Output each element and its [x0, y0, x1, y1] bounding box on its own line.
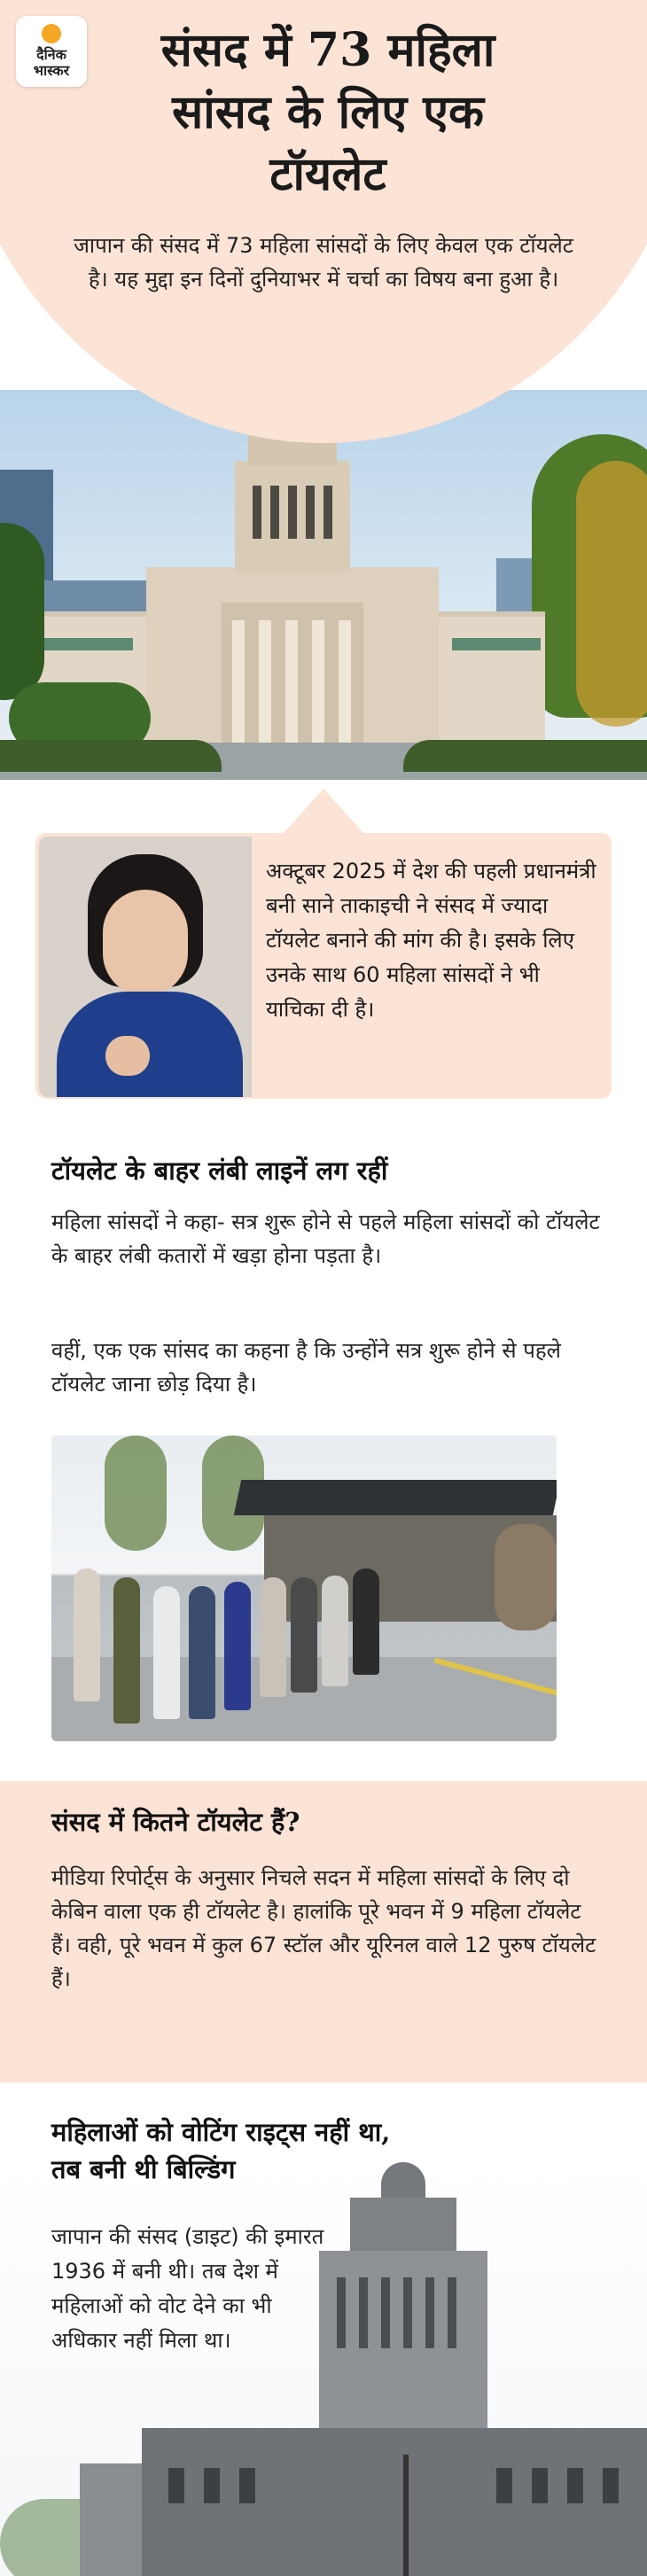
person [291, 1577, 317, 1693]
photo-face [103, 890, 188, 996]
photo-tree [105, 1436, 167, 1551]
history-heading-line: महिलाओं को वोटिंग राइट्स नहीं था, [51, 2117, 391, 2147]
building-window [496, 2468, 512, 2503]
hero-section [0, 0, 647, 780]
photo-roof [234, 1480, 557, 1515]
building-window [239, 2468, 255, 2503]
building-window [168, 2468, 184, 2503]
building-window [603, 2468, 619, 2503]
count-heading: संसद में कितने टॉयलेट हैं? [51, 1807, 300, 1837]
history-para: जापान की संसद (डाइट) की इमारत 1936 में बनी थी। तब देश में महिलाओं को वोट देने का भी अधिकार नहीं मिला था। [51, 2224, 324, 2353]
person [260, 1577, 286, 1697]
person [353, 1568, 379, 1675]
window-row-right [452, 638, 541, 650]
photo-hand [105, 1036, 150, 1076]
tower-window [448, 2277, 456, 2348]
queue-para-1: महिला सांसदों ने कहा- सत्र शुरू होने से पहले महिला सांसदों को टॉयलेट के बाहर लंबी कतारों में खड़ा होना पड़ता है। [51, 1210, 600, 1268]
card-pointer [284, 789, 363, 833]
tower-window [425, 2277, 434, 2348]
column [232, 620, 245, 744]
person [322, 1576, 348, 1686]
building-window [532, 2468, 548, 2503]
photo-rock [495, 1524, 557, 1630]
title-line: टॉयलेट [269, 147, 386, 201]
title-line: सांसद के लिए एक [172, 85, 484, 139]
queue-photo [51, 1436, 557, 1741]
tower-window [306, 486, 315, 539]
tower-window [337, 2277, 346, 2348]
person [153, 1586, 180, 1719]
person [113, 1577, 140, 1724]
tower-window [288, 486, 297, 539]
photo-jacket [57, 992, 243, 1097]
tower-window [359, 2277, 368, 2348]
pm-photo [39, 837, 252, 1097]
column [285, 620, 298, 744]
count-para: मीडिया रिपोर्ट्स के अनुसार निचले सदन में महिला सांसदों के लिए दो केबिन वाला एक ही टॉयलेट है। हालांकि पूरे भवन में 9 महिला टॉयलेट हैं। वही, पूरे भवन में कुल 67 स्टॉल और यूरिनल वाले 12 पुरुष टॉयलेट हैं। [51, 1865, 596, 1991]
tower-window [403, 2277, 412, 2348]
logo-line2: भास्कर [33, 62, 70, 79]
street-lamp [403, 2455, 409, 2576]
title-line: संसद में 73 महिला [160, 23, 495, 77]
person [189, 1586, 215, 1719]
building-window [204, 2468, 220, 2503]
tree-right-autumn [576, 461, 647, 727]
page-title [97, 19, 558, 206]
column [259, 620, 271, 744]
column [312, 620, 324, 744]
tower-window [253, 486, 261, 539]
person [74, 1568, 100, 1701]
history-heading [51, 2113, 390, 2188]
hedge-front-left [0, 740, 222, 772]
hero-subtitle: जापान की संसद में 73 महिला सांसदों के लिए केवल एक टॉयलेट है। यह मुद्दा इन दिनों दुनियाभर में चर्चा का विषय बना हुआ है। [74, 233, 573, 292]
dainik-bhaskar-logo [16, 16, 87, 87]
pm-card-text: अक्टूबर 2025 में देश की पहली प्रधानमंत्री बनी साने ताकाइची ने संसद में ज्यादा टॉयलेट बनाने की मांग की है। इसके लिए उनके साथ 60 महिला सांसदों ने भी याचिका दी है। [266, 859, 596, 1022]
tower-window [324, 486, 332, 539]
tower-window [381, 2277, 390, 2348]
window-row-left [35, 638, 133, 650]
tree-left [0, 523, 44, 700]
column [339, 620, 351, 744]
sun-logo-icon [42, 24, 61, 43]
hedge-front-right [403, 740, 647, 772]
tower-window [270, 486, 279, 539]
history-heading-line: तब बनी थी बिल्डिंग [51, 2154, 236, 2184]
person [224, 1582, 251, 1710]
logo-line1: दैनिक [36, 46, 66, 63]
queue-heading: टॉयलेट के बाहर लंबी लाइनें लग रहीं [51, 1156, 388, 1186]
queue-para-2: वहीं, एक एक सांसद का कहना है कि उन्होंने सत्र शुरू होने से पहले टॉयलेट जाना छोड़ दिया है। [51, 1338, 561, 1397]
building-window [567, 2468, 583, 2503]
